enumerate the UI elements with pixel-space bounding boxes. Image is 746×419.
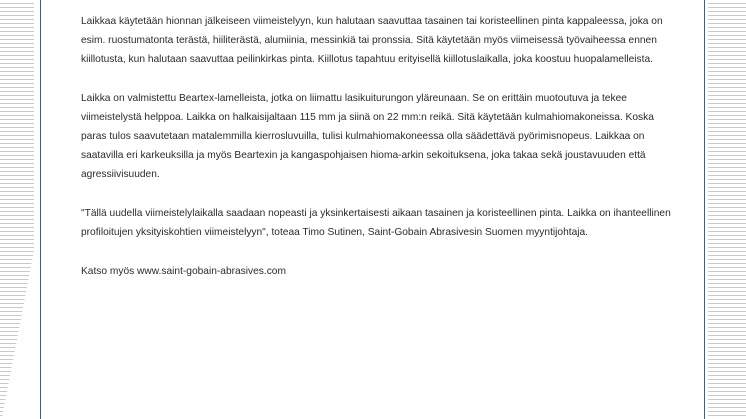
stripe-line — [0, 71, 34, 72]
stripe-line — [0, 347, 16, 348]
stripe-line — [0, 51, 34, 52]
stripe-line — [0, 387, 8, 388]
stripe-line — [0, 335, 18, 336]
stripe-line — [0, 159, 34, 160]
stripe-line — [0, 107, 34, 108]
stripe-line — [0, 231, 34, 232]
stripe-line — [0, 3, 34, 4]
stripe-line — [0, 163, 34, 164]
paragraph-product-details: Laikka on valmistettu Beartex-lamelleista, jotka on liimattu lasikuiturungon yläreunaan. Se on erittäin muotoutuva ja tekee viimeistelystä helppoa. Laikka on halkaisijaltaan 115 mm ja siinä on 22 mm:n reikä. Sitä käytetään kulmahiomakoneissa. Koska paras tulos saavutetaan matalemmilla kierrosluvuilla, tulisi kulmahiomakoneessa olla säädettävä pyörimisnopeus. Laikkaa on saatavilla eri karkeuksilla ja myös Beartexin ja kangaspohjaisen hioma-arkin sekoituksena, joka takaa sekä joustavuuden että agressiivisuuden. — [81, 93, 654, 180]
stripe-line — [0, 243, 34, 244]
stripe-line — [0, 403, 5, 404]
stripe-line — [0, 59, 34, 60]
stripe-line — [0, 287, 27, 288]
stripe-line — [0, 303, 24, 304]
stripe-line — [0, 283, 28, 284]
stripe-line — [0, 39, 34, 40]
stripe-line — [0, 271, 30, 272]
stripe-line — [0, 375, 10, 376]
stripe-line — [0, 291, 26, 292]
stripe-line — [0, 363, 12, 364]
stripe-line — [0, 327, 19, 328]
stripe-line — [0, 35, 34, 36]
left-border-rule — [40, 0, 41, 419]
stripe-line — [0, 379, 9, 380]
stripe-line — [0, 263, 32, 264]
stripe-line — [0, 411, 3, 412]
stripe-line — [0, 227, 34, 228]
stripe-line — [0, 19, 34, 20]
stripe-line — [0, 183, 34, 184]
stripe-line — [0, 299, 25, 300]
right-border-rule — [704, 0, 705, 419]
stripe-line — [0, 47, 34, 48]
stripe-line — [0, 143, 34, 144]
left-stripe-graphic — [0, 0, 34, 419]
stripe-line — [0, 123, 34, 124]
stripe-line — [0, 251, 34, 252]
stripe-line — [0, 23, 34, 24]
stripe-line — [0, 215, 34, 216]
article-body — [81, 12, 681, 301]
stripe-line — [0, 83, 34, 84]
stripe-line — [0, 191, 34, 192]
stripe-line — [0, 179, 34, 180]
stripe-line — [0, 135, 34, 136]
stripe-line — [0, 131, 34, 132]
right-stripe-decoration — [708, 0, 746, 419]
stripe-line — [0, 407, 4, 408]
stripe-line — [0, 7, 34, 8]
stripe-line — [0, 279, 29, 280]
stripe-line — [0, 175, 34, 176]
stripe-line — [0, 211, 34, 212]
stripe-line — [0, 63, 34, 64]
stripe-line — [0, 79, 34, 80]
stripe-line — [0, 115, 34, 116]
stripe-line — [0, 367, 12, 368]
stripe-line — [0, 343, 16, 344]
stripe-line — [0, 311, 22, 312]
stripe-line — [0, 95, 34, 96]
stripe-line — [0, 151, 34, 152]
stripe-line — [0, 195, 34, 196]
stripe-line — [0, 203, 34, 204]
stripe-line — [0, 383, 9, 384]
stripe-line — [0, 223, 34, 224]
stripe-line — [0, 351, 15, 352]
stripe-line — [0, 239, 34, 240]
stripe-line — [0, 75, 34, 76]
stripe-line — [0, 43, 34, 44]
stripe-line — [0, 331, 19, 332]
stripe-line — [0, 319, 21, 320]
stripe-line — [0, 67, 34, 68]
left-stripe-decoration — [0, 0, 34, 419]
stripe-line — [0, 255, 33, 256]
stripe-line — [0, 323, 20, 324]
stripe-line — [0, 15, 34, 16]
stripe-line — [0, 103, 34, 104]
stripe-line — [0, 111, 34, 112]
stripe-line — [0, 155, 34, 156]
paragraph-website: Katso myös www.saint-gobain-abrasives.com — [81, 266, 286, 277]
stripe-line — [0, 295, 25, 296]
stripe-line — [0, 391, 7, 392]
stripe-line — [0, 27, 34, 28]
stripe-line — [0, 99, 34, 100]
stripe-line — [0, 415, 3, 416]
stripe-line — [0, 235, 34, 236]
stripe-line — [0, 359, 13, 360]
stripe-line — [0, 167, 34, 168]
stripe-line — [0, 395, 6, 396]
stripe-line — [0, 199, 34, 200]
stripe-line — [0, 119, 34, 120]
stripe-line — [0, 31, 34, 32]
stripe-line — [0, 187, 34, 188]
stripe-line — [0, 207, 34, 208]
stripe-line — [0, 87, 34, 88]
stripe-line — [0, 355, 14, 356]
stripe-line — [0, 371, 11, 372]
paragraph-quote: "Tällä uudella viimeistelylaikalla saadaan nopeasti ja yksinkertaisesti aikaan tasainen ja koristeellinen pinta. Laikka on ihanteellinen profiloitujen yksityiskohtien viimeistelyyn", toteaa Timo Sutinen, Saint-Gobain Abrasivesin Suomen myyntijohtaja. — [81, 208, 671, 238]
stripe-line — [0, 147, 34, 148]
stripe-line — [0, 267, 31, 268]
stripe-line — [0, 219, 34, 220]
stripe-line — [0, 307, 23, 308]
stripe-line — [0, 11, 34, 12]
stripe-line — [0, 55, 34, 56]
stripe-line — [0, 91, 34, 92]
stripe-line — [0, 247, 34, 248]
stripe-line — [0, 315, 22, 316]
stripe-line — [0, 399, 6, 400]
paragraph-intro: Laikkaa käytetään hionnan jälkeiseen viimeistelyyn, kun halutaan saavuttaa tasainen tai koristeellinen pinta kappaleessa, joka on esim. ruostumatonta terästä, hiiliterästä, alumiinia, messinkiä tai pronssia. Sitä käytetään myös viimeisessä työvaiheessa ennen kiillotusta, kun halutaan saavuttaa peilinkirkas pinta. Kiillotus tapahtuu erityisellä kiillotuslaikalla, joka koostuu huopalamelleista. — [81, 16, 663, 65]
stripe-line — [0, 259, 32, 260]
stripe-line — [0, 139, 34, 140]
stripe-line — [0, 171, 34, 172]
stripe-line — [0, 127, 34, 128]
stripe-line — [0, 275, 29, 276]
stripe-line — [0, 339, 17, 340]
